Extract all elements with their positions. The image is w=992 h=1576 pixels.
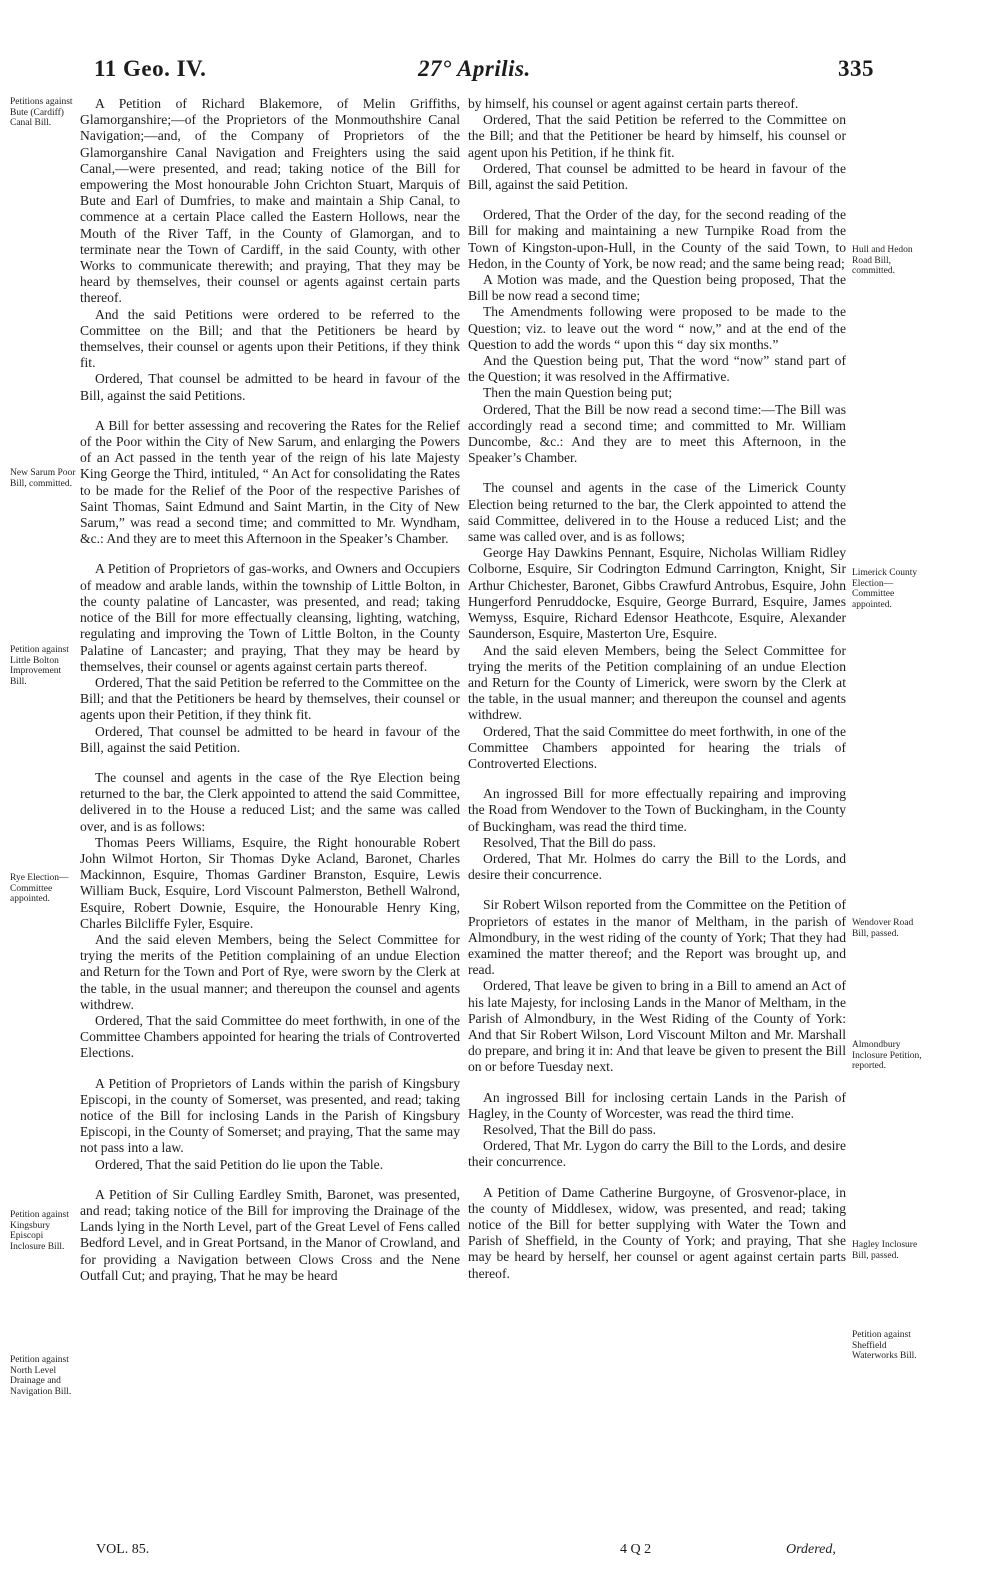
paragraph: Then the main Question being put; (483, 385, 673, 401)
paragraph: Ordered, That the said Petition be referred to the Committee on the Bill; and that the Petitioners be heard by themselves, their counsel or agents upon their Petition, if they think fit. (80, 674, 460, 723)
margin-note-new-sarum: New Sarum Poor Bill, committed. (10, 468, 76, 489)
right-column (468, 96, 846, 1282)
margin-note-rye: Rye Election—Committee appointed. (10, 873, 69, 904)
paragraph: A Bill for better assessing and recovering the Rates for the Relief of the Poor within the City of New Sarum, and enlarging the Powers of an Act passed in the tenth year of the reign of his late Majesty King George the Third, intituled, “ An Act for consolidating the Rates to be made for the Relief of the Poor of the respective Parishes of Saint Thomas, Saint Edmund and Saint Martin, in the City of New Sarum,” was read a second time; and committed to Mr. Wyndham, &c.: And they are to meet this Afternoon in the Speaker’s Chamber. (80, 417, 460, 547)
paragraph: Resolved, That the Bill do pass. (483, 1121, 657, 1137)
margin-note-kingsbury: Petition against Kingsbury Episcopi Inclosure Bill. (10, 1210, 69, 1252)
section-gap (80, 547, 460, 561)
paragraph: An ingrossed Bill for more effectually repairing and improving the Road from Wendover to the Town of Buckingham, in the County of Buckingham, was read the third time. (468, 786, 846, 834)
paragraph: A Petition of Dame Catherine Burgoyne, of Grosvenor-place, in the county of Middlesex, widow, was presented, and read; taking notice of the Bill for better supplying with Water the Town and Parish of Sheffield, in the County of York; and praying, That she may be heard by herself, her counsel or agent against certain parts thereof. (468, 1184, 846, 1281)
section-gap (80, 756, 460, 770)
paragraph: Ordered, That the said Committee do meet forthwith, in one of the Committee Chambers appointed for hearing the trials of Controverted Elections. (80, 1012, 460, 1061)
paragraph: A Petition of Proprietors of Lands within the parish of Kingsbury Episcopi, in the county of Somerset, was presented, and read; taking notice of the Bill for inclosing Lands in the Parish of Kingsbury Episcopi, in the County of Somerset; and praying, That the same may not pass into a law. (80, 1075, 460, 1156)
margin-note-hull-hedon: Hull and Hedon Road Bill, committed. (852, 245, 913, 276)
section-gap (468, 1171, 846, 1185)
section-gap (468, 193, 846, 207)
paragraph: A Petition of Sir Culling Eardley Smith, Baronet, was presented, and read; taking notice of the Bill for improving the Drainage of the Lands lying in the North Level, part of the Great Level of Fens called Bedford Level, and in Great Portsand, in the Manor of Crowland, and for providing a Navigation between Clows Cross and the Nene Outfall Cut; and praying, That he may be heard (80, 1186, 460, 1283)
margin-note-little-bolton: Petition against Little Bolton Improvement Bill. (10, 645, 69, 687)
paragraph: And the Question being put, That the word “now” stand part of the Question; it was resolved in the Affirmative. (468, 353, 846, 385)
section-gap (80, 1173, 460, 1187)
running-head-reign: 11 Geo. IV. (94, 56, 207, 81)
section-gap (80, 1062, 460, 1076)
page-number: 335 (838, 56, 874, 81)
section-gap (468, 772, 846, 786)
volume-number: VOL. 85. (96, 1542, 150, 1557)
catchword: Ordered, (786, 1542, 836, 1557)
margin-note-bute: Petitions against Bute (Cardiff) Canal Bill. (10, 97, 73, 128)
paragraph: Ordered, That counsel be admitted to be heard in favour of the Bill, against the said Petitions. (80, 371, 460, 403)
section-gap (80, 404, 460, 418)
paragraph: Ordered, That Mr. Lygon do carry the Bill to the Lords, and desire their concurrence. (468, 1138, 846, 1170)
paragraph: by himself, his counsel or agent against certain parts thereof. (468, 96, 799, 111)
margin-note-almondbury: Almondbury Inclosure Petition, reported. (852, 1040, 922, 1071)
section-gap (468, 883, 846, 897)
paragraph: And the said Petitions were ordered to be referred to the Committee on the Bill; and that the Petitioners be heard by themselves, their counsel or agents upon their Petitions, if they think fit. (80, 306, 460, 371)
paragraph: A Motion was made, and the Question being proposed, That the Bill be now read a second time; (468, 272, 846, 304)
paragraph: And the said eleven Members, being the Select Committee for trying the merits of the Petition complaining of an undue Election and Return for the County of Limerick, were sworn by the Clerk at the table, in the usual manner; and thereupon the counsel and agents withdrew. (468, 642, 846, 723)
margin-note-hagley: Hagley Inclosure Bill, passed. (852, 1240, 918, 1261)
paragraph: Ordered, That the Bill be now read a second time:—The Bill was accordingly read a second time; and committed to Mr. William Duncombe, &c.: And they are to meet this Afternoon, in the Speaker’s Chamber. (468, 401, 846, 466)
paragraph: Ordered, That the said Petition be referred to the Committee on the Bill; and that the Petitioner be heard by himself, his counsel or agent upon his Petition, if he think fit. (468, 112, 846, 160)
paragraph: George Hay Dawkins Pennant, Esquire, Nicholas William Ridley Colborne, Esquire, Sir Codrington Edmund Carrington, Knight, Sir Arthur Chichester, Baronet, Gibbs Crawfurd Antrobus, Esquire, John Hungerford Penruddocke, Esquire, George Burrard, Esquire, James Wemyss, Esquire, Richard Edensor Heathcote, Esquire, Alexander Saunderson, Esquire, Masterton Ure, Esquire. (468, 545, 846, 642)
margin-note-sheffield: Petition against Sheffield Waterworks Bill. (852, 1330, 917, 1361)
paragraph: And the said eleven Members, being the Select Committee for trying the merits of the Petition complaining of an undue Election and Return for the Town and Port of Rye, were sworn by the Clerk at the table, in the usual manner; and thereupon the counsel and agents withdrew. (80, 931, 460, 1012)
paragraph: Ordered, That Mr. Holmes do carry the Bill to the Lords, and desire their concurrence. (468, 850, 846, 883)
paragraph: The counsel and agents in the case of the Limerick County Election being returned to the bar, the Clerk appointed to attend the said Committee, delivered in to the House a reduced List; and the same was called over, and is as follows; (468, 480, 846, 545)
paragraph: An ingrossed Bill for inclosing certain Lands in the Parish of Hagley, in the County of Worcester, was read the third time. (468, 1089, 846, 1121)
paragraph: The counsel and agents in the case of the Rye Election being returned to the bar, the Clerk appointed to attend the said Committee, delivered in to the House a reduced List; and the same was called over, and is as follows: (80, 769, 460, 834)
running-head-date: 27° Aprilis. (418, 56, 531, 81)
margin-note-north-level: Petition against North Level Drainage and Navigation Bill. (10, 1355, 72, 1397)
paragraph: A Petition of Proprietors of gas-works, and Owners and Occupiers of meadow and arable lands, within the township of Little Bolton, in the county palatine of Lancaster, was presented, and read; taking notice of the Bill for more effectually cleansing, lighting, watching, regulating and improving the Town of Little Bolton, in the County Palatine of Lancaster; and praying, That they may be heard by themselves, their counsel or agents against certain parts thereof. (80, 561, 460, 674)
signature-mark: 4 Q 2 (620, 1542, 652, 1557)
paragraph: Thomas Peers Williams, Esquire, the Right honourable Robert John Wilmot Horton, Sir Thomas Dyke Acland, Baronet, Charles Mackinnon, Esquire, Thomas Gardiner Branston, Esquire, Lewis William Buck, Esquire, Lord Viscount Palmerston, Bethell Walrond, Esquire, Robert Downie, Esquire, the Honourable Henry King, Charles Bilcliffe Fyler, Esquire. (80, 834, 460, 931)
paragraph: Ordered, That counsel be admitted to be heard in favour of the Bill, against the said Petition. (468, 160, 846, 193)
margin-note-limerick: Limerick County Election—Committee appointed. (852, 568, 918, 610)
paragraph: Ordered, That the Order of the day, for the second reading of the Bill for making and maintaining a new Turnpike Road from the Town of Kingston-upon-Hull, in the County of the said Town, to Hedon, in the County of York, be now read; and the same being read; (468, 207, 846, 271)
paragraph: The Amendments following were proposed to be made to the Question; viz. to leave out the word “ now,” and at the end of the Question to add the words “ upon this “ day six months.” (468, 304, 846, 352)
paragraph: Sir Robert Wilson reported from the Committee on the Petition of Proprietors of estates in the manor of Meltham, in the parish of Almondbury, in the west riding of the county of York; That they had examined the matter thereof; and the Report was brought up, and read. (468, 897, 846, 978)
paragraph: Ordered, That the said Petition do lie upon the Table. (95, 1156, 384, 1172)
paragraph: Resolved, That the Bill do pass. (483, 834, 657, 850)
paragraph: A Petition of Richard Blakemore, of Melin Griffiths, Glamorganshire;—of the Proprietors of the Monmouthshire Canal Navigation;—and, of the Company of Proprietors of the Glamorganshire Canal Navigation and Freighters using the said Canal,—were presented, and read; taking notice of the Bill for empowering the Most honourable John Crichton Stuart, Marquis of Bute and Earl of Dumfries, to make and maintain a Ship Canal, to commence at a certain Place called the Eastern Hollows, near the Mouth of the River Taff, in the County of Glamorgan, and to terminate near the Town of Cardiff, in the said County, with other Works to communicate therewith; and praying, That they may be heard by themselves, their counsel or agents against certain parts thereof. (80, 96, 460, 306)
paragraph: Ordered, That the said Committee do meet forthwith, in one of the Committee Chambers appointed for hearing the trials of Controverted Elections. (468, 723, 846, 771)
section-gap (468, 466, 846, 480)
paragraph: Ordered, That counsel be admitted to be heard in favour of the Bill, against the said Petition. (80, 723, 460, 755)
paragraph: Ordered, That leave be given to bring in a Bill to amend an Act of his late Majesty, for inclosing Lands in the Manor of Meltham, in the Parish of Almondbury, in the West Riding of the County of York: And that Sir Robert Wilson, Lord Viscount Milton and Mr. Marshall do prepare, and bring it in: And that leave be given to present the Bill on or before Tuesday next. (468, 978, 846, 1075)
left-column (80, 96, 460, 1284)
margin-note-wendover: Wendover Road Bill, passed. (852, 918, 914, 939)
section-gap (468, 1076, 846, 1090)
